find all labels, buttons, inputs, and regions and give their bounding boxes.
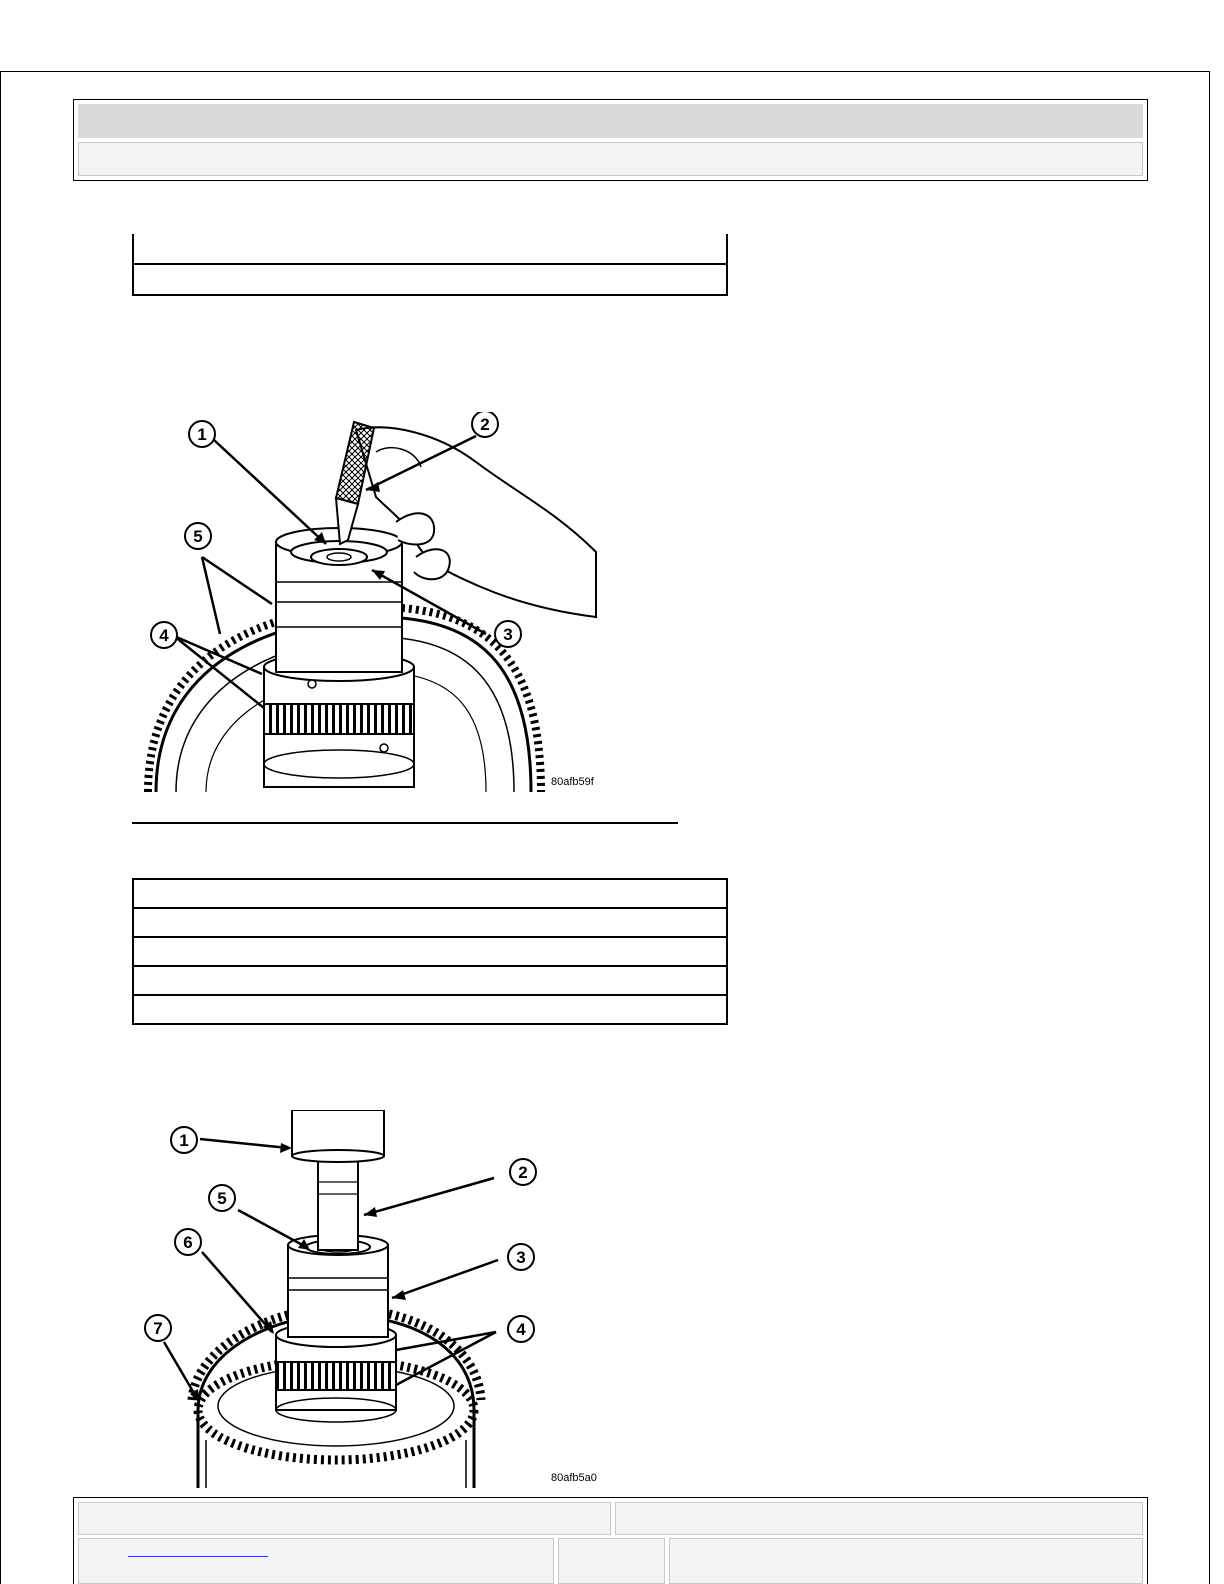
footer-cell-info [669,1538,1143,1584]
table-cell [133,264,727,295]
callout-label: 5 [193,527,203,546]
figure-1-callouts [136,412,616,792]
spec-table-2 [132,878,728,1025]
footer-link-underline[interactable] [128,1556,268,1557]
callout-label: 4 [159,626,169,645]
spec-table-1 [132,234,728,296]
callout-label: 6 [183,1233,193,1252]
callout-label: 5 [217,1189,227,1208]
table-cell [133,966,727,995]
callout-label: 4 [516,1320,526,1339]
callout-label: 2 [480,415,490,434]
callout-label: 7 [153,1319,163,1338]
page-footer [73,1497,1148,1584]
table-row [133,264,727,295]
horizontal-rule [132,822,678,824]
page-subtitle [78,142,1143,176]
table-cell [133,937,727,966]
table-row [133,234,727,264]
figure-code: 80afb59f [551,776,594,788]
figure-code: 80afb5a0 [551,1472,597,1484]
callout-label: 2 [518,1163,528,1182]
table-row [133,908,727,937]
footer-cell-mid [558,1538,665,1584]
page-header [73,99,1148,181]
footer-cell-right [615,1502,1143,1535]
footer-link-cell [78,1538,554,1584]
figure-1-illustration [136,412,616,792]
callout-label: 1 [197,425,207,444]
table-cell [133,234,727,264]
table-cell [133,995,727,1024]
page-title [78,104,1143,138]
table-row [133,995,727,1024]
table-row [133,937,727,966]
figure-2-illustration [136,1110,616,1488]
table-row [133,879,727,908]
callout-label: 1 [179,1131,189,1150]
callout-label: 3 [516,1248,526,1267]
figure-2-callouts [136,1110,616,1488]
footer-cell-left [78,1502,611,1535]
table-cell [133,908,727,937]
table-row [133,966,727,995]
callout-label: 3 [503,625,513,644]
table-cell [133,879,727,908]
